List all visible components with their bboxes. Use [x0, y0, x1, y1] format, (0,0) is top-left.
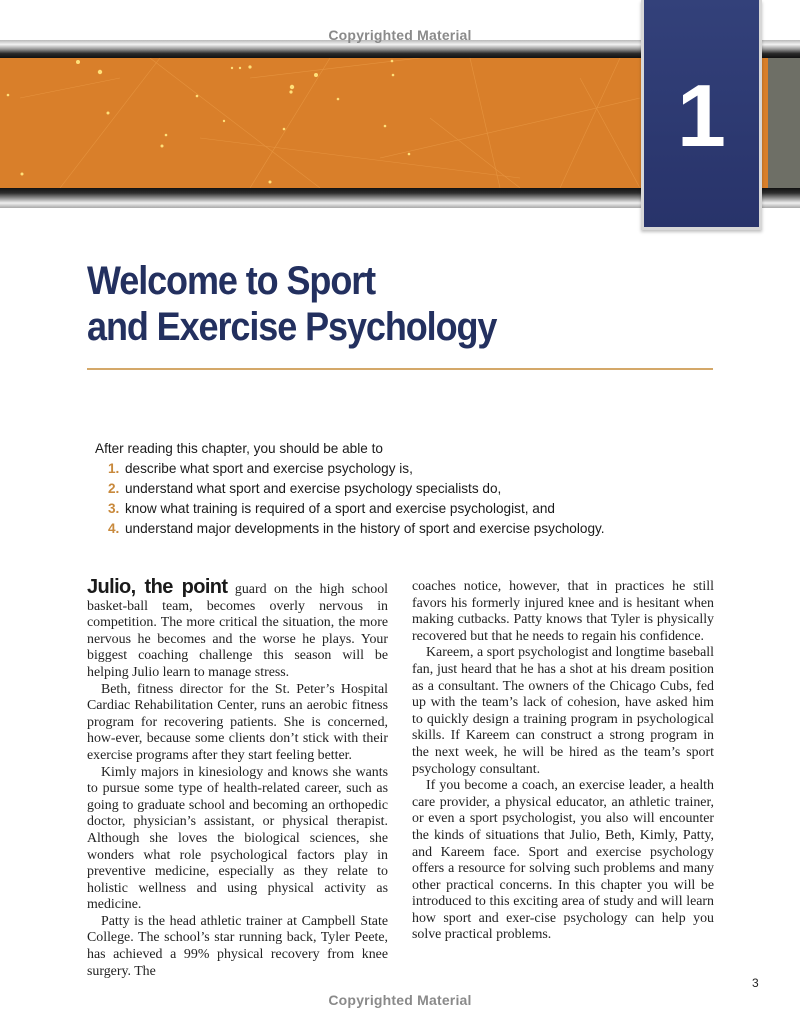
page-number: 3 [752, 976, 759, 990]
objectives-list [95, 459, 695, 539]
chapter-title-line-2: and Exercise Psychology [87, 305, 497, 349]
body-paragraph: Patty is the head athletic trainer at Campbell State College. The school’s star running back, Tyler Peete, has achieved a 99% physical recovery from knee surgery. The [87, 913, 388, 979]
objective-number: 3. [108, 501, 120, 516]
objective-item [108, 499, 695, 519]
copyright-watermark-top: Copyrighted Material [328, 27, 472, 43]
body-column-left [87, 576, 389, 980]
body-paragraph: coaches notice, however, that in practices he still favors his formerly injured knee and is hesitant when making cutbacks. Patty knows that Tyler is physically recovered but that he needs to regain his confidence. [412, 579, 714, 644]
objective-item [108, 479, 695, 499]
objective-number: 1. [108, 461, 120, 476]
chapter-number: 1 [677, 66, 726, 165]
body-paragraph: If you become a coach, an exercise leader, a health care provider, a physical educator, an athletic trainer, or even a sport psychologist, you also will encounter the kinds of situations that Julio, Beth, Kimly, Patty, and Kareem face. Sport and exercise psychology offers a resource for solving such problems and many other practical concerns. In this chapter you will be introduced to this exciting area of study and will learn how sport and exer-cise psychology can help you solve practical problems. [412, 778, 714, 943]
body-paragraph [87, 576, 389, 682]
objective-number: 2. [108, 481, 120, 496]
objective-item [108, 459, 695, 479]
paragraph-text: guard on the high school basket-ball team, becomes overly nervous in competition. The more critical the situation, the more nervous he becomes and the worse he plays. Your biggest coaching challenge this season will be helping Julio learn to manage stress. [87, 582, 389, 680]
objective-text: understand major developments in the history of sport and exercise psychology. [125, 521, 605, 536]
title-divider [87, 368, 713, 370]
body-paragraph: Kareem, a sport psychologist and longtime baseball fan, just heard that he has a shot at his dream position as a consultant. The owners of the Chicago Cubs, fed up with the team’s lack of cohesion, have asked him to quickly design a training program in psychological skills. If Kareem can construct a strong program in the next week, he will be hired as the team’s sport psychology consultant. [412, 645, 714, 777]
objective-text: understand what sport and exercise psychology specialists do, [125, 481, 502, 496]
body-column-right [412, 579, 714, 944]
objective-text: describe what sport and exercise psychology is, [125, 461, 413, 476]
objective-text: know what training is required of a sport and exercise psychologist, and [125, 501, 555, 516]
body-paragraph: Kimly majors in kinesiology and knows she wants to pursue some type of health-related career, such as going to graduate school and becoming an orthopedic doctor, physician’s assistant, or physical therapist. Although she loves the biological sciences, she wonders what role psychological factors play in preventive medicine, especially as they relate to holistic wellness and using physical activity as medicine. [87, 764, 388, 913]
chapter-objectives [95, 439, 695, 539]
banner-gray-end [768, 58, 800, 188]
objective-item [108, 519, 695, 539]
chapter-title-line-1: Welcome to Sport [87, 259, 376, 303]
copyright-watermark-bottom: Copyrighted Material [328, 992, 472, 1008]
objective-number: 4. [108, 521, 120, 536]
chapter-title [87, 258, 663, 350]
body-paragraph: Beth, fitness director for the St. Peter’s Hospital Cardiac Rehabilitation Center, runs an aerobic fitness program for recovering patients. She is concerned, how-ever, because some clients don’t stick with their exercise programs after they start feeling better. [87, 681, 388, 763]
objectives-intro: After reading this chapter, you should be able to [95, 441, 383, 456]
run-in-heading: Julio, the point [87, 576, 228, 598]
